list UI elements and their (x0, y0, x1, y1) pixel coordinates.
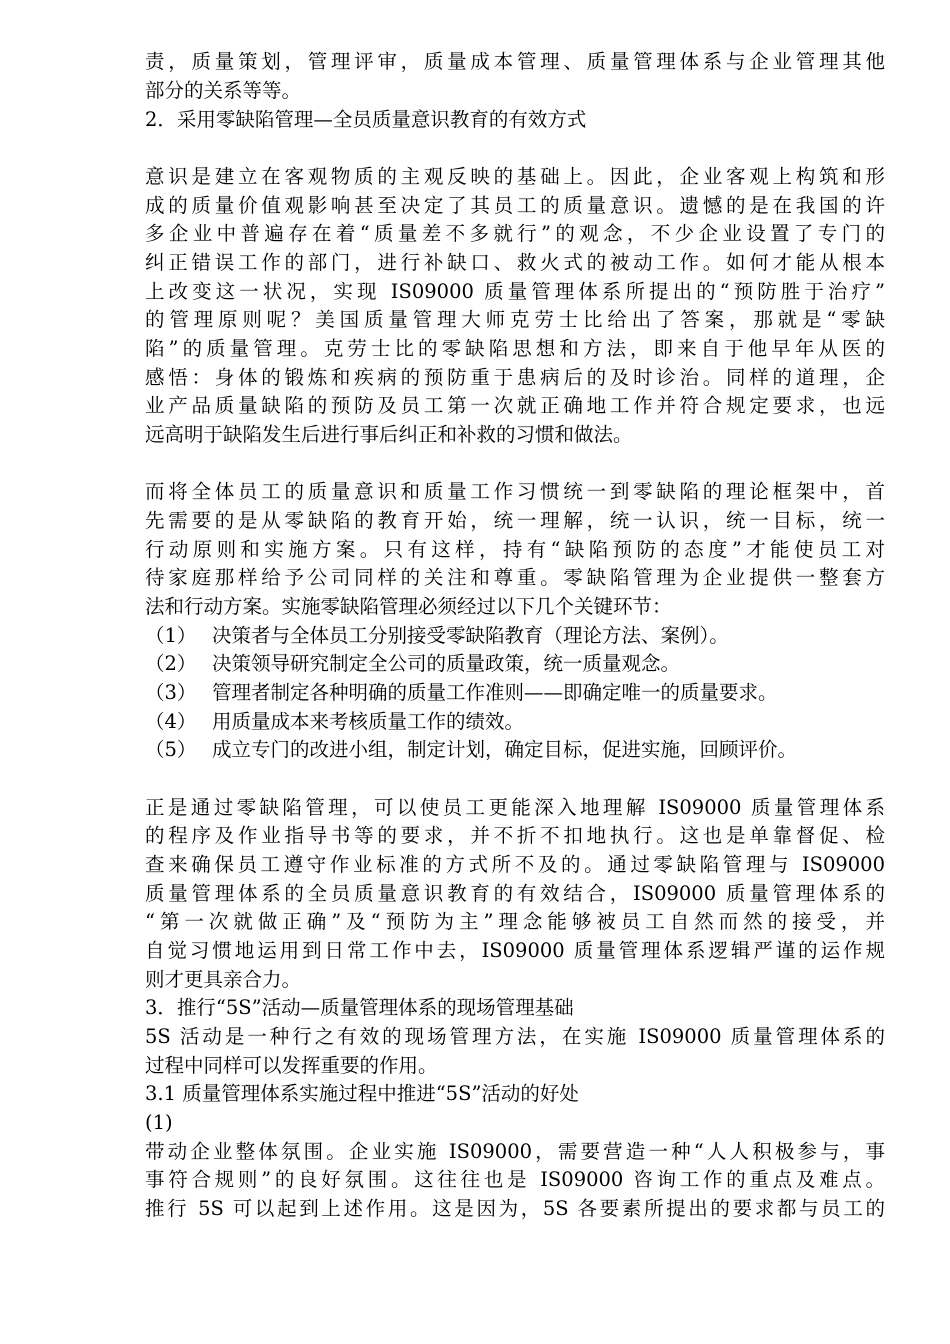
paragraph-line: 则才更具亲合力。 (145, 968, 302, 991)
step-text: 用质量成本来考核质量工作的绩效。 (212, 710, 525, 733)
paragraph-line: “第一次就做正确”及“预防为主”理念能够被员工自然而然的接受，并 (145, 910, 885, 933)
paragraph-line: 质量管理体系的全员质量意识教育的有效结合，IS09000 质量管理体系的 (145, 882, 885, 905)
subsection-heading: 3.1 质量管理体系实施过程中推进“5S”活动的好处 (145, 1082, 579, 1105)
step-text: 成立专门的改进小组，制定计划，确定目标，促进实施，回顾评价。 (212, 738, 798, 761)
paragraph-line: 的管理原则呢？美国质量管理大师克劳士比给出了答案，那就是“零缺 (145, 308, 885, 331)
step-text: 决策领导研究制定全公司的质量政策，统一质量观念。 (212, 652, 681, 675)
paragraph-line: 成的质量价值观影响甚至决定了其员工的质量意识。遗憾的是在我国的许 (145, 194, 885, 217)
paragraph-line: 5S 活动是一种行之有效的现场管理方法，在实施 IS09000 质量管理体系的 (145, 1025, 885, 1048)
paragraph-line: 法和行动方案。实施零缺陷管理必须经过以下几个关键环节： (145, 595, 672, 618)
paragraph-line: 意识是建立在客观物质的主观反映的基础上。因此，企业客观上构筑和形 (145, 165, 885, 188)
paragraph-line: 部分的关系等等。 (145, 79, 302, 102)
paragraph-line: 待家庭那样给予公司同样的关注和尊重。零缺陷管理为企业提供一整套方 (145, 566, 885, 589)
paragraph-line: 事符合规则”的良好氛围。这往往也是 IS09000 咨询工作的重点及难点。 (145, 1168, 885, 1191)
item-number: (1) (145, 1111, 173, 1134)
paragraph-line: 正是通过零缺陷管理，可以使员工更能深入地理解 IS09000 质量管理体系 (145, 796, 885, 819)
paragraph-line: 纠正错误工作的部门，进行补缺口、救火式的被动工作。如何才能从根本 (145, 251, 885, 274)
step-number: （5） (145, 738, 197, 761)
paragraph-line: 感悟：身体的锻炼和疾病的预防重于患病后的及时诊治。同样的道理，企 (145, 366, 885, 389)
paragraph-line: 推行 5S 可以起到上述作用。这是因为，5S 各要素所提出的要求都与员工的 (145, 1197, 885, 1220)
paragraph-line: 远高明于缺陷发生后进行事后纠正和补救的习惯和做法。 (145, 423, 633, 446)
step-number: （3） (145, 681, 197, 704)
step-text: 决策者与全体员工分别接受零缺陷教育（理论方法、案例）。 (212, 624, 729, 647)
step-number: （2） (145, 652, 197, 675)
step-number: （4） (145, 710, 197, 733)
paragraph-line: 业产品质量缺陷的预防及员工第一次就正确地工作并符合规定要求，也远 (145, 394, 885, 417)
paragraph-line: 陷”的质量管理。克劳士比的零缺陷思想和方法，即来自于他早年从医的 (145, 337, 885, 360)
section-heading: 2．采用零缺陷管理—全员质量意识教育的有效方式 (145, 108, 587, 131)
paragraph-line: 自觉习惯地运用到日常工作中去，IS09000 质量管理体系逻辑严谨的运作规 (145, 939, 885, 962)
paragraph-line: 多企业中普遍存在着“质量差不多就行”的观念，不少企业设置了专门的 (145, 222, 885, 245)
paragraph-line: 行动原则和实施方案。只有这样，持有“缺陷预防的态度”才能使员工对 (145, 538, 885, 561)
step-number: （1） (145, 624, 197, 647)
paragraph-line: 过程中同样可以发挥重要的作用。 (145, 1054, 438, 1077)
paragraph-line: 先需要的是从零缺陷的教育开始，统一理解，统一认识，统一目标，统一 (145, 509, 885, 532)
paragraph-line: 上改变这一状况，实现 IS09000 质量管理体系所提出的“预防胜于治疗” (145, 280, 885, 303)
section-heading: 3．推行“5S”活动—质量管理体系的现场管理基础 (145, 996, 574, 1019)
paragraph-line: 的程序及作业指导书等的要求，并不折不扣地执行。这也是单靠督促、检 (145, 824, 885, 847)
paragraph-line: 责，质量策划，管理评审，质量成本管理、质量管理体系与企业管理其他 (145, 50, 885, 73)
paragraph-line: 而将全体员工的质量意识和质量工作习惯统一到零缺陷的理论框架中，首 (145, 480, 885, 503)
paragraph-line: 带动企业整体氛围。企业实施 IS09000，需要营造一种“人人积极参与，事 (145, 1140, 885, 1163)
step-text: 管理者制定各种明确的质量工作准则——即确定唯一的质量要求。 (212, 681, 778, 704)
paragraph-line: 查来确保员工遵守作业标准的方式所不及的。通过零缺陷管理与 IS09000 (145, 853, 885, 876)
